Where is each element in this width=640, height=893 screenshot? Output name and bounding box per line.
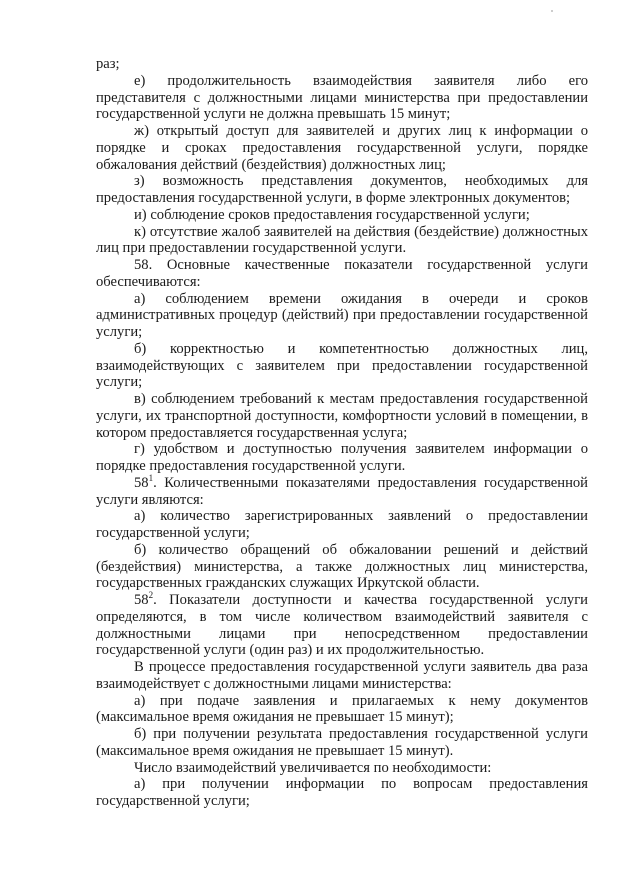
document-body	[96, 56, 588, 810]
paragraph-58-2: $58^2$. Показатели доступности и качества государственной услуги определяются, в том числе количеством взаимодействий заявителя с должностными лицами при непосредственном предоставлении государственной услуги (один раз) и их продолжительностью.	[96, 590, 588, 659]
paragraph-continuation: раз;	[96, 56, 120, 72]
paragraph-count-a: а) при получении информации по вопросам предоставления государственной услуги;	[96, 776, 588, 809]
paragraph-58-g: г) удобством и доступностью получения заявителем информации о порядке предоставления государственной услуги.	[96, 441, 588, 474]
section-number: 58	[134, 474, 149, 491]
paragraph-58-a: а) соблюдением времени ожидания в очереди и сроков административных процедур (действий) при предоставлении государственной услуги;	[96, 290, 588, 340]
paragraph-item-k: к) отсутствие жалоб заявителей на действия (бездействие) должностных лиц при предоставлении государственной услуги.	[96, 223, 588, 257]
paragraph-58-1: $58^1$. Количественными показателями предоставления государственной услуги являются:	[96, 472, 588, 508]
paragraph-item-z: з) возможность представления документов, необходимых для предоставления государственной услуги, в форме электронных документов;	[96, 173, 588, 206]
paragraph-process-a: а) при подаче заявления и прилагаемых к нему документов (максимальное время ожидания не превышает 15 минут);	[96, 692, 588, 726]
paragraph-58: 58. Основные качественные показатели государственной услуги обеспечиваются:	[96, 257, 588, 290]
paragraph-process: В процессе предоставления государственной услуги заявитель два раза взаимодействует с должностными лицами министерства:	[96, 659, 588, 692]
section-number: 58	[134, 592, 149, 608]
scan-speck	[551, 10, 553, 12]
paragraph-process-b: б) при получении результата предоставления государственной услуги (максимальное время ожидания не превышает 15 минут).	[96, 726, 588, 759]
paragraph-item-i: и) соблюдение сроков предоставления государственной услуги;	[134, 206, 530, 223]
paragraph-58-b: б) корректностью и компетентностью должностных лиц, взаимодействующих с заявителем при предоставлении государственной услуги;	[96, 340, 588, 391]
paragraph-item-zh: ж) открытый доступ для заявителей и других лиц к информации о порядке и сроках предоставления государственной услуги, порядке обжалования действий (бездействия) должностных лиц;	[96, 123, 588, 173]
section-superscript: 2	[148, 590, 154, 601]
paragraph-58-1-a: а) количество зарегистрированных заявлений о предоставлении государственной услуги;	[96, 508, 588, 541]
paragraph-item-e: е) продолжительность взаимодействия заявителя либо его представителя с должностными лицами министерства при предоставлении государственной услуги не должна превышать 15 минут;	[96, 72, 588, 123]
section-superscript: 1	[148, 472, 154, 483]
paragraph-58-v: в) соблюдением требований к местам предоставления государственной услуги, их транспортной доступности, комфортности условий в помещении, в котором предоставляется государственная услуга;	[96, 391, 588, 441]
paragraph-58-1-b: б) количество обращений об обжаловании решений и действий (бездействия) министерства, а также должностных лиц министерства, государственных гражданских служащих Иркутской области.	[96, 541, 588, 592]
paragraph-count: Число взаимодействий увеличивается по необходимости:	[134, 759, 492, 776]
